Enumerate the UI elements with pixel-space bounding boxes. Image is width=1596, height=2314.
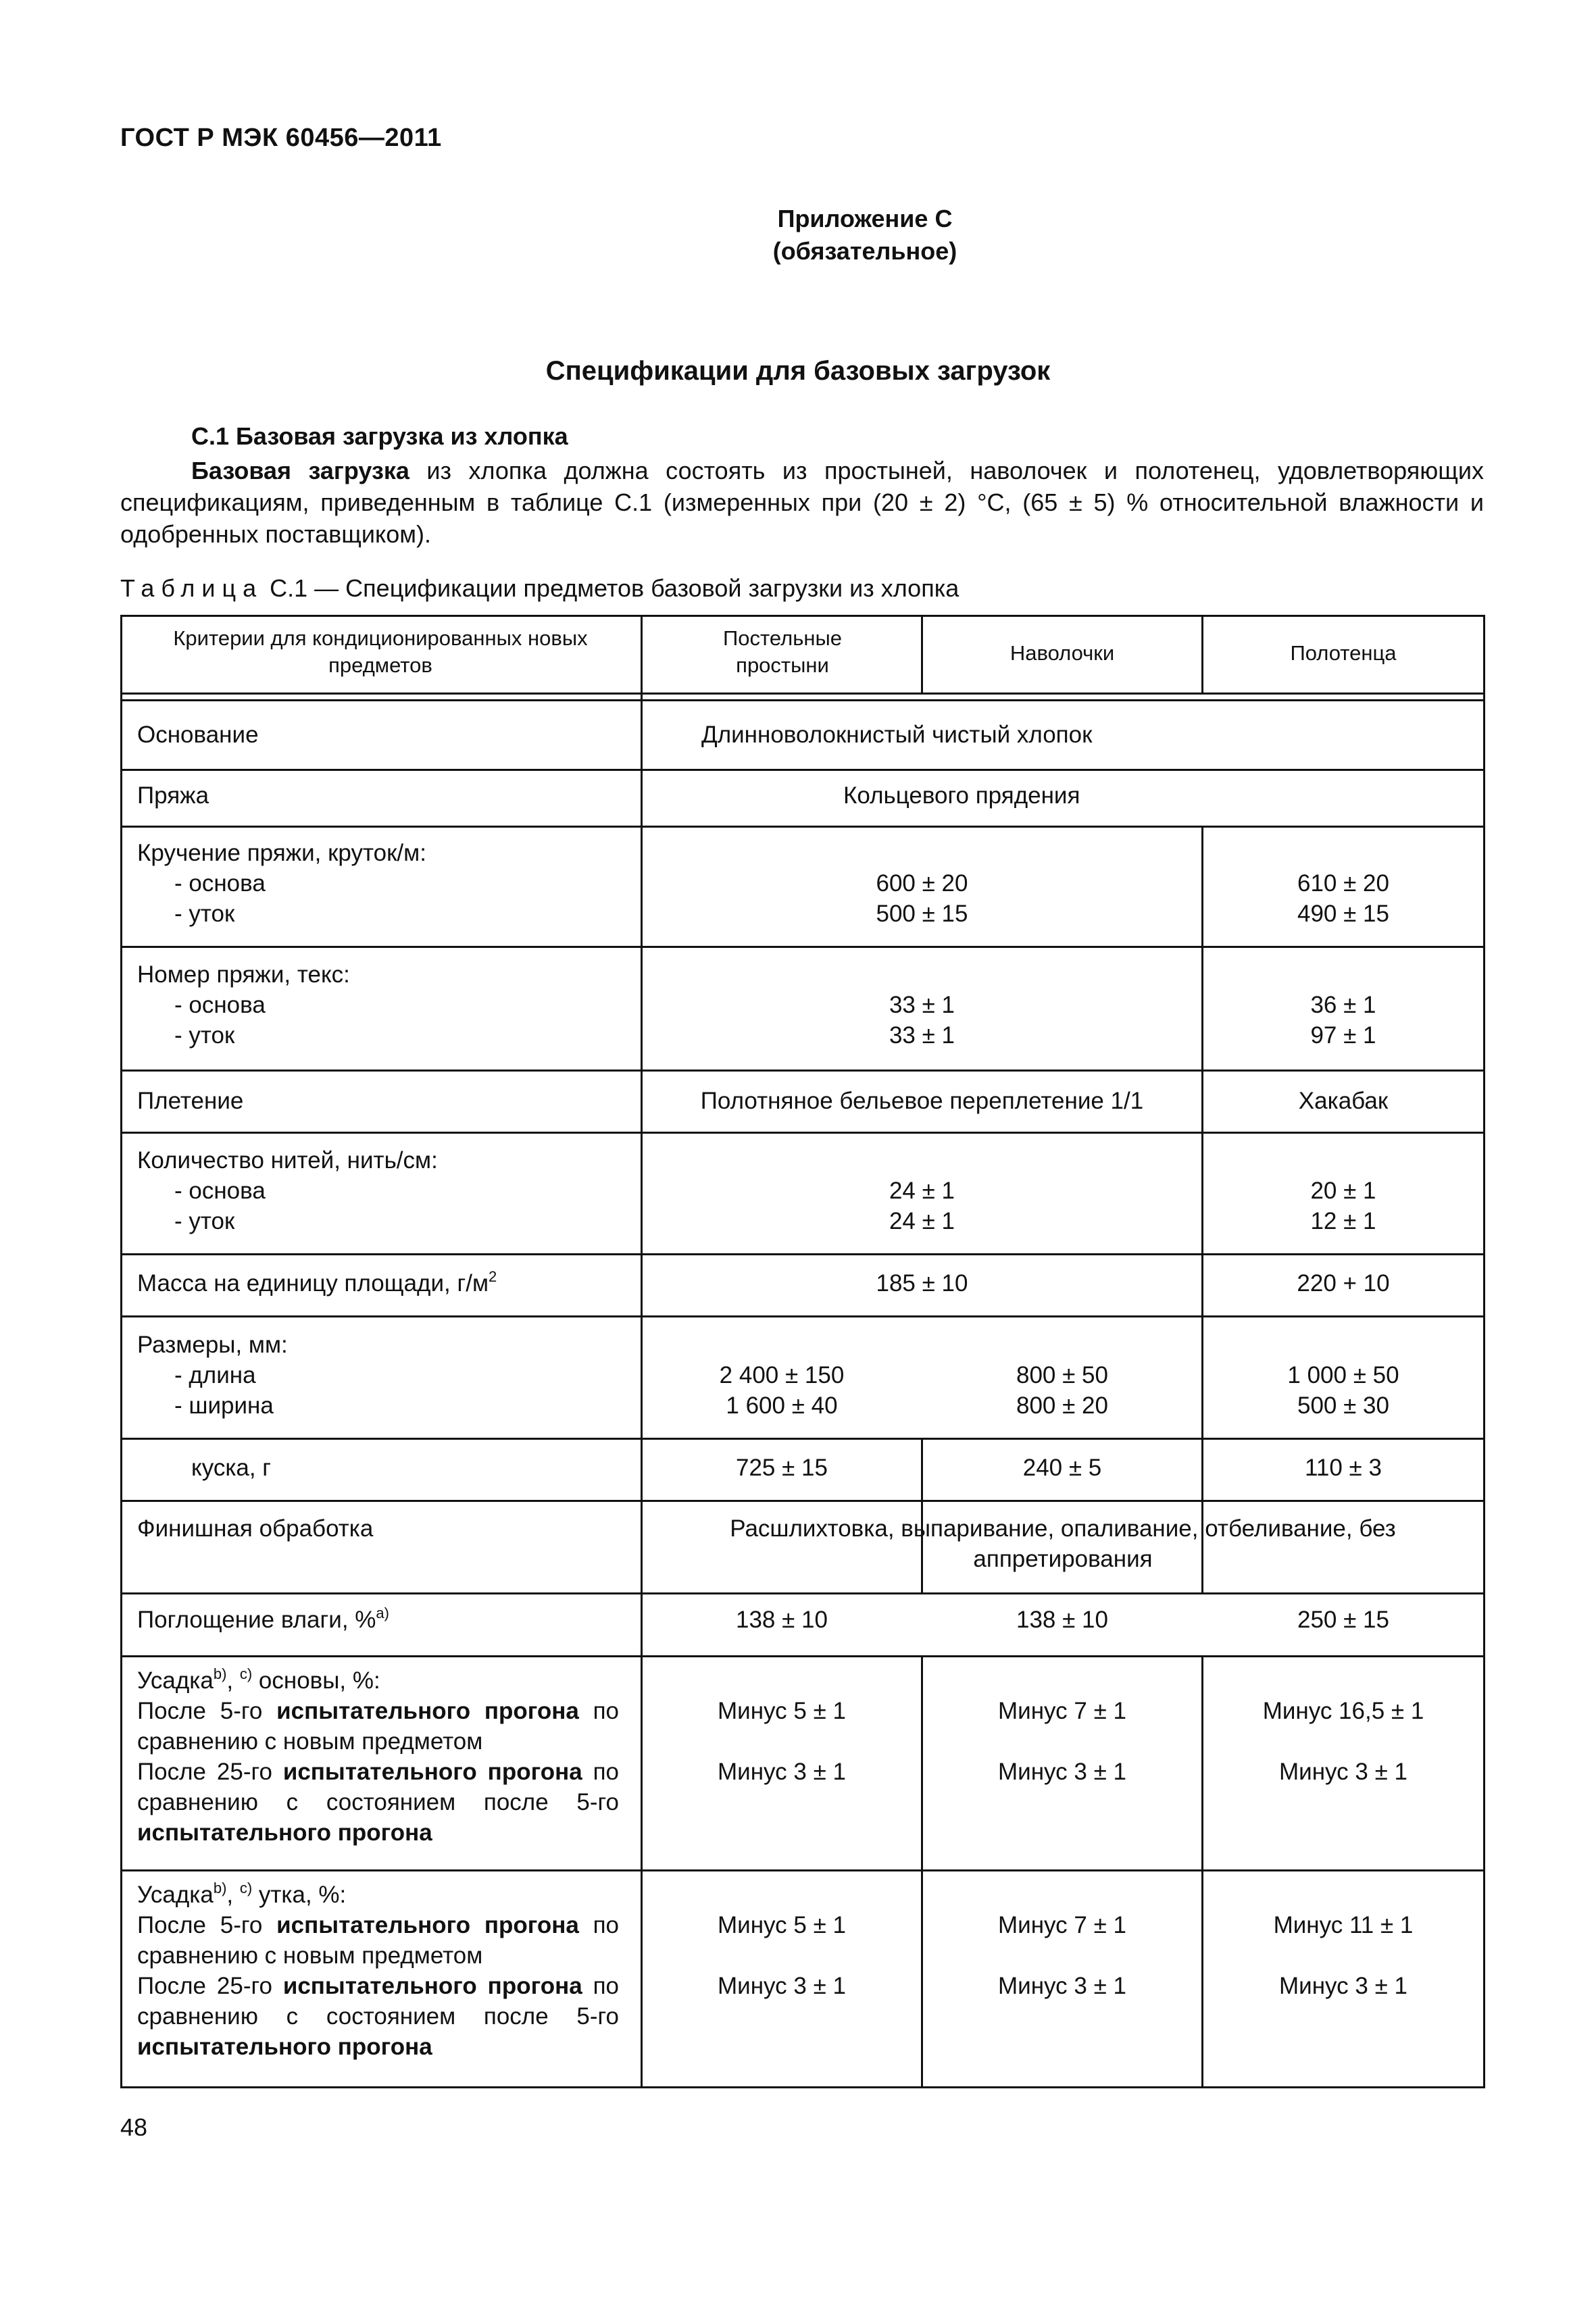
row-sub-length: - длина [174, 1362, 256, 1388]
row-label-absorb-sup: a) [376, 1605, 389, 1621]
value-size-towel-length: 1 000 ± 50 [1287, 1362, 1399, 1388]
section-paragraph [120, 455, 1484, 550]
value-shrink-weft-sheet-5: Минус 5 ± 1 [718, 1912, 846, 1938]
value-shrink-warp-pillow-25: Минус 3 ± 1 [998, 1759, 1126, 1785]
section-heading: С.1 Базовая загрузка из хлопка [191, 422, 568, 450]
shrink-weft-title-post: утка, %: [252, 1882, 347, 1908]
shrink-weft-title [137, 1880, 619, 1910]
shrink-warp-sup-b: b) [213, 1665, 227, 1682]
table-caption-word: Таблица [120, 574, 264, 602]
shrink-warp-title-pre: Усадка [137, 1667, 214, 1694]
shrink-weft-l1-bold: испытательного прогона [276, 1912, 579, 1938]
value-shrink-weft-sheet-25: Минус 3 ± 1 [718, 1973, 846, 1999]
value-weave-sheet: Полотняное бельевое переплетение 1/1 [700, 1088, 1144, 1114]
paragraph-text: из хлопка должна состоять из простыней, наволочек и полотенец, удовлетворяющих спецификациям, приведенным в таблице С.1 (измеренных при (20 ± 2) °С, (65 ± 5) % относительной влажности и одобренных поставщиком). [120, 457, 1484, 548]
value-basis: Длинноволокнистый чистый хлопок [701, 722, 1093, 748]
shrink-warp-l1-pre: После 5-го [137, 1698, 277, 1724]
row-label-size: Размеры, мм: [137, 1332, 288, 1358]
value-shrink-warp-sheet-5: Минус 5 ± 1 [718, 1698, 846, 1724]
annex-block [676, 203, 1054, 268]
value-threads-towel-weft: 12 ± 1 [1310, 1208, 1376, 1234]
value-shrink-weft-pillow-25: Минус 3 ± 1 [998, 1973, 1126, 1999]
table-rule [120, 699, 1485, 701]
value-count-towel-warp: 36 ± 1 [1310, 992, 1376, 1018]
table-rule [120, 693, 1485, 695]
value-shrink-warp-towel-5: Минус 16,5 ± 1 [1262, 1698, 1424, 1724]
value-threads-sheet-weft: 24 ± 1 [889, 1208, 955, 1234]
row-sub-warp: - основа [174, 1178, 266, 1204]
value-threads-towel-warp: 20 ± 1 [1310, 1178, 1376, 1204]
value-shrink-weft-towel-5: Минус 11 ± 1 [1273, 1912, 1414, 1938]
value-size-pillow-width: 800 ± 20 [1016, 1392, 1108, 1419]
value-size-pillow-length: 800 ± 50 [1016, 1362, 1108, 1388]
annex-status: (обязательное) [772, 237, 957, 265]
shrink-weft-l1-post: по сравнению с новым предметом [137, 1912, 619, 1969]
table-rule [120, 1132, 1485, 1134]
table-rule [120, 2086, 1485, 2088]
shrink-weft-sup-c: c) [239, 1880, 253, 1896]
row-sub-weft: - уток [174, 1022, 235, 1049]
col-header-pillowcases: Наволочки [1009, 641, 1115, 665]
table-rule [1483, 615, 1485, 2088]
shrink-warp-l2-post: по сравнению с состоянием после 5-го [137, 1759, 619, 1815]
shrink-weft-l2-post: по сравнению с состоянием после 5-го [137, 1973, 619, 2030]
shrink-weft-line2 [137, 1971, 619, 2062]
spec-table [120, 615, 1485, 2088]
value-twist-sheet-warp: 600 ± 20 [876, 870, 968, 897]
table-rule [120, 1438, 1485, 1440]
row-sub-warp: - основа [174, 992, 266, 1018]
shrink-weft-line1 [137, 1910, 619, 1971]
value-count-towel-weft: 97 ± 1 [1310, 1022, 1376, 1049]
row-label-mass [120, 1268, 641, 1299]
shrink-weft-sup-b: b) [213, 1880, 227, 1896]
table-rule [120, 1070, 1485, 1072]
table-rule [120, 946, 1485, 948]
value-size-sheet-length: 2 400 ± 150 [719, 1362, 845, 1388]
value-piece-sheet: 725 ± 15 [736, 1455, 828, 1481]
value-size-sheet-width: 1 600 ± 40 [726, 1392, 838, 1419]
row-sub-warp: - основа [174, 870, 266, 897]
row-label-twist: Кручение пряжи, круток/м: [137, 840, 426, 866]
value-weave-towel: Хакабак [1298, 1088, 1389, 1114]
shrink-weft-l2-pre: После 25-го [137, 1973, 283, 1999]
value-finish: Расшлихтовка, выпаривание, опаливание, отбеливание, без аппретирования [730, 1515, 1396, 1572]
table-rule [120, 1869, 1485, 1871]
row-label-absorb-text: Поглощение влаги, % [137, 1607, 376, 1633]
shrink-warp-l2-pre: После 25-го [137, 1759, 283, 1785]
value-twist-towel-warp: 610 ± 20 [1297, 870, 1389, 897]
table-caption [120, 574, 959, 603]
value-shrink-warp-pillow-5: Минус 7 ± 1 [998, 1698, 1126, 1724]
shrink-weft-title-pre: Усадка [137, 1882, 214, 1908]
row-label-shrink-warp [120, 1665, 627, 1848]
col-header-sheets: Постельные простыни [723, 626, 842, 677]
shrink-weft-sep: , [226, 1882, 240, 1908]
value-shrink-weft-towel-25: Минус 3 ± 1 [1279, 1973, 1407, 1999]
row-sub-weft: - уток [174, 1208, 235, 1234]
value-shrink-warp-towel-25: Минус 3 ± 1 [1279, 1759, 1407, 1785]
row-sub-weft: - уток [174, 901, 235, 927]
value-threads-sheet-warp: 24 ± 1 [889, 1178, 955, 1204]
page-number: 48 [120, 2113, 148, 2141]
row-label-mass-text: Масса на единицу площади, г/м [137, 1270, 489, 1297]
value-shrink-weft-pillow-5: Минус 7 ± 1 [998, 1912, 1126, 1938]
table-rule [120, 826, 1485, 828]
value-size-towel-width: 500 ± 30 [1297, 1392, 1389, 1419]
row-label-basis: Основание [137, 722, 259, 748]
value-mass-sheet: 185 ± 10 [876, 1270, 968, 1297]
row-label-weave: Плетение [137, 1088, 244, 1114]
table-rule [120, 1253, 1485, 1255]
row-label-threads: Количество нитей, нить/см: [137, 1147, 438, 1174]
table-rule [120, 1592, 1485, 1594]
shrink-warp-l2-bold: испытательного прогона [282, 1759, 582, 1785]
shrink-warp-l1-post: по сравнению с новым предметом [137, 1698, 619, 1755]
table-rule [120, 1655, 1485, 1657]
shrink-warp-line2 [137, 1757, 619, 1848]
table-rule [120, 1315, 1485, 1317]
table-caption-text: С.1 — Спецификации предметов базовой загрузки из хлопка [263, 574, 959, 602]
value-count-sheet-warp: 33 ± 1 [889, 992, 955, 1018]
shrink-warp-line1 [137, 1696, 619, 1757]
document-code: ГОСТ Р МЭК 60456—2011 [120, 124, 442, 152]
shrink-warp-title-post: основы, %: [252, 1667, 380, 1694]
shrink-warp-l1-bold: испытательного прогона [276, 1698, 579, 1724]
shrink-warp-sep: , [226, 1667, 240, 1694]
value-shrink-warp-sheet-25: Минус 3 ± 1 [718, 1759, 846, 1785]
value-yarn: Кольцевого прядения [843, 782, 1080, 809]
row-label-piece: куска, г [191, 1455, 272, 1481]
shrink-warp-sup-c: c) [239, 1665, 253, 1682]
value-mass-towel: 220 + 10 [1297, 1270, 1390, 1297]
table-rule [120, 615, 1485, 617]
value-piece-pillow: 240 ± 5 [1022, 1455, 1102, 1481]
shrink-weft-l1-pre: После 5-го [137, 1912, 277, 1938]
table-rule [120, 1500, 1485, 1502]
value-absorb-sheet: 138 ± 10 [736, 1607, 828, 1633]
value-twist-towel-weft: 490 ± 15 [1297, 901, 1389, 927]
row-sub-width: - ширина [174, 1392, 274, 1419]
row-label-absorb [120, 1605, 641, 1635]
page-title: Спецификации для базовых загрузок [545, 356, 1051, 386]
paragraph-term: Базовая загрузка [191, 457, 409, 484]
shrink-warp-l2-bold2: испытательного прогона [137, 1819, 432, 1846]
shrink-warp-title [137, 1665, 619, 1696]
row-label-count: Номер пряжи, текс: [137, 961, 350, 988]
row-label-finish: Финишная обработка [137, 1515, 374, 1542]
table-rule [120, 769, 1485, 771]
col-header-criteria: Критерии для кондиционированных новых предметов [173, 626, 588, 677]
shrink-weft-l2-bold2: испытательного прогона [137, 2034, 432, 2060]
row-label-shrink-weft [120, 1880, 627, 2062]
shrink-weft-l2-bold: испытательного прогона [282, 1973, 582, 1999]
value-absorb-pillow: 138 ± 10 [1016, 1607, 1108, 1633]
value-count-sheet-weft: 33 ± 1 [889, 1022, 955, 1049]
annex-title: Приложение С [777, 205, 953, 232]
row-label-mass-sup: 2 [489, 1268, 497, 1285]
col-header-towels: Полотенца [1290, 641, 1397, 665]
value-twist-sheet-weft: 500 ± 15 [876, 901, 968, 927]
value-piece-towel: 110 ± 3 [1305, 1455, 1382, 1481]
value-absorb-towel: 250 ± 15 [1297, 1607, 1389, 1633]
row-label-yarn: Пряжа [137, 782, 209, 809]
table-rule [641, 615, 643, 2088]
